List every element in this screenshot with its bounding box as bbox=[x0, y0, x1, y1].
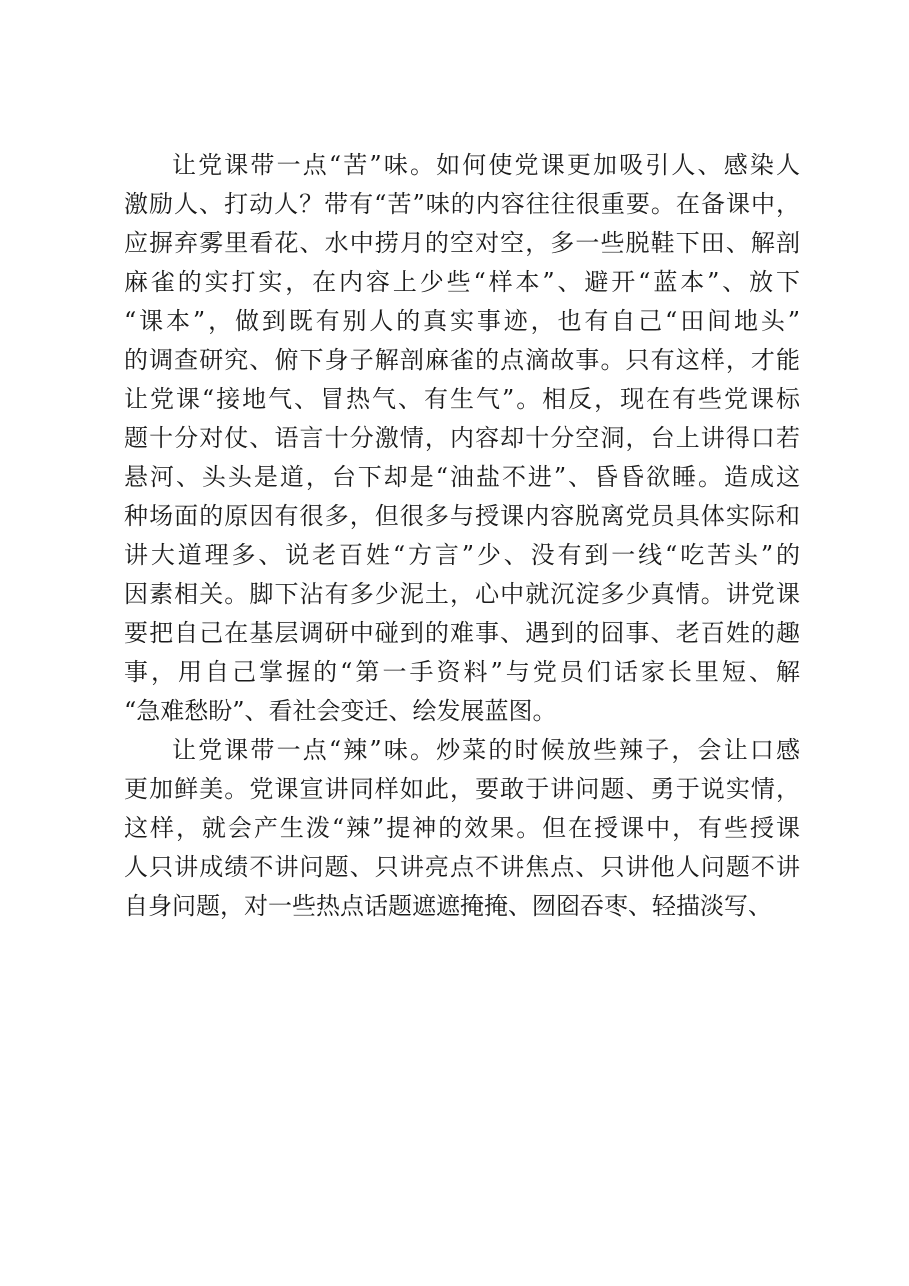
text-line: 让党课“接地气、冒热气、有生气”。相反，现在有些党课标 bbox=[124, 385, 800, 413]
body-text bbox=[124, 146, 800, 926]
paragraph bbox=[124, 731, 800, 926]
text-line: 应摒弃雾里看花、水中捞月的空对空，多一些脱鞋下田、解剖 bbox=[124, 229, 800, 257]
text-line: 因素相关。脚下沾有多少泥土，心中就沉淀多少真情。讲党课 bbox=[124, 580, 800, 608]
text-line: 事，用自己掌握的“第一手资料”与党员们话家长里短、解 bbox=[124, 658, 800, 686]
text-line: 这样，就会产生泼“辣”提神的效果。但在授课中，有些授课 bbox=[124, 814, 800, 842]
text-line: 人只讲成绩不讲问题、只讲亮点不讲焦点、只讲他人问题不讲 bbox=[124, 853, 800, 881]
text-line: 要把自己在基层调研中碰到的难事、遇到的囧事、老百姓的趣 bbox=[124, 619, 800, 647]
text-line: “课本”，做到既有别人的真实事迹，也有自己“田间地头” bbox=[124, 307, 800, 335]
text-line: 激励人、打动人？带有“苦”味的内容往往很重要。在备课中， bbox=[124, 190, 800, 218]
text-line: 更加鲜美。党课宣讲同样如此，要敢于讲问题、勇于说实情， bbox=[124, 775, 800, 803]
text-line: “急难愁盼”、看社会变迁、绘发展蓝图。 bbox=[124, 697, 557, 725]
text-line: 自身问题，对一些热点话题遮遮掩掩、囫囵吞枣、轻描淡写、 bbox=[124, 892, 772, 920]
paragraph bbox=[124, 146, 800, 731]
text-line: 让党课带一点“辣”味。炒菜的时候放些辣子，会让口感 bbox=[172, 736, 800, 764]
text-line: 讲大道理多、说老百姓“方言”少、没有到一线“吃苦头”的 bbox=[124, 541, 800, 569]
text-line: 麻雀的实打实，在内容上少些“样本”、避开“蓝本”、放下 bbox=[124, 268, 800, 296]
text-line: 悬河、头头是道，台下却是“油盐不进”、昏昏欲睡。造成这 bbox=[124, 463, 800, 491]
text-line: 的调查研究、俯下身子解剖麻雀的点滴故事。只有这样，才能 bbox=[124, 346, 800, 374]
text-line: 让党课带一点“苦”味。如何使党课更加吸引人、感染人 bbox=[172, 151, 800, 179]
text-line: 题十分对仗、语言十分激情，内容却十分空洞，台上讲得口若 bbox=[124, 424, 800, 452]
text-line: 种场面的原因有很多，但很多与授课内容脱离党员具体实际和 bbox=[124, 502, 800, 530]
